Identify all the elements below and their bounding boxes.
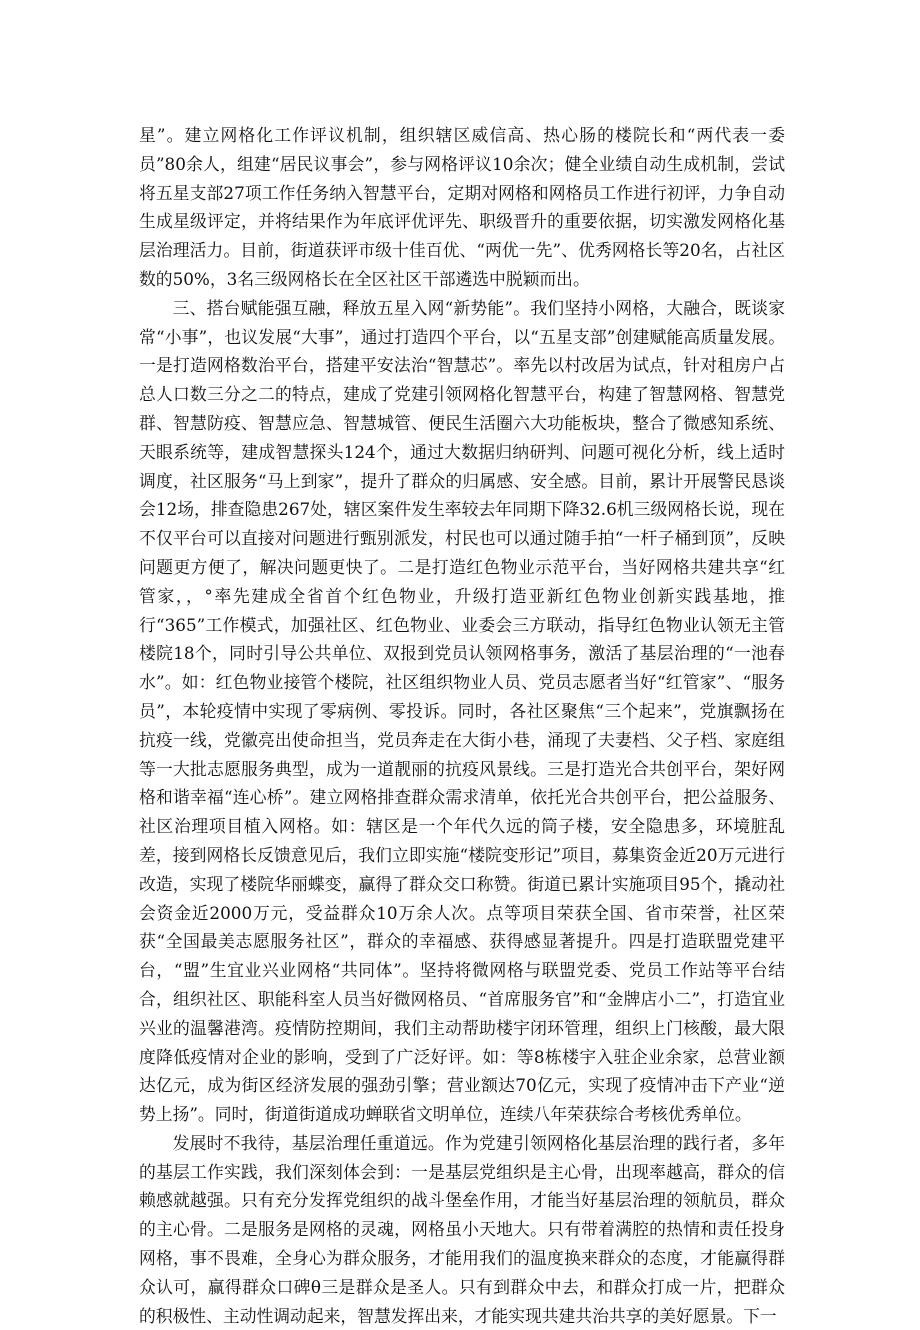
document-body xyxy=(139,121,785,1330)
paragraph-2: 三、搭台赋能强互融，释放五星入网“新势能”。我们坚持小网格，大融合，既谈家常“小事”，也议发展“大事”，通过打造四个平台，以“五星支部”创建赋能高质量发展。一是打造网格数治平台，搭建平安法治“智慧芯”。率先以村改居为试点，针对租房户占总人口数三分之二的特点，建成了党建引领网格化智慧平台，构建了智慧网格、智慧党群、智慧防疫、智慧应急、智慧城管、便民生活圈六大功能板块，整合了微感知系统、天眼系统等，建成智慧探头124个，通过大数据归纳研判、问题可视化分析，线上适时调度，社区服务“马上到家”，提升了群众的归属感、安全感。目前，累计开展警民恳谈会12场，排查隐患267处，辖区案件发生率较去年同期下降32.6机三级网格长说，现在不仅平台可以直接对问题进行甄别派发，村民也可以通过随手拍“一杆子桶到顶”，反映问题更方便了，解决问题更快了。二是打造红色物业示范平台，当好网格共建共享“红管家，，°率先建成全省首个红色物业，升级打造亚新红色物业创新实践基地，推行“365”工作模式，加强社区、红色物业、业委会三方联动，指导红色物业认领无主管楼院18个，同时引导公共单位、双报到党员认领网格事务，激活了基层治理的“一池春水”。如：红色物业接管个楼院，社区组织物业人员、党员志愿者当好“红管家”、“服务员”，本轮疫情中实现了零病例、零投诉。同时，各社区聚焦“三个起来”，党旗飘扬在抗疫一线，党徽亮出使命担当，党员奔走在大街小巷，涌现了夫妻档、父子档、家庭组等一大批志愿服务典型，成为一道靓丽的抗疫风景线。三是打造光合共创平台，架好网格和谐幸福“连心桥”。建立网格排查群众需求清单，依托光合共创平台，把公益服务、社区治理项目植入网格。如：辖区是一个年代久远的筒子楼，安全隐患多，环境脏乱差，接到网格长反馈意见后，我们立即实施“楼院变形记”项目，募集资金近20万元进行改造，实现了楼院华丽蝶变，赢得了群众交口称赞。街道已累计实施项目95个，撬动社会资金近2000万元，受益群众10万余人次。点等项目荣获全国、省市荣誉，社区荣获“全国最美志愿服务社区”，群众的幸福感、获得感显著提升。四是打造联盟党建平台，“盟”生宜业兴业网格“共同体”。坚持将微网格与联盟党委、党员工作站等平台结合，组织社区、职能科室人员当好微网格员、“首席服务官”和“金牌店小二”，打造宜业兴业的温馨港湾。疫情防控期间，我们主动帮助楼宇闭环管理，组织上门核酸，最大限度降低疫情对企业的影响，受到了广泛好评。如：等8栋楼宇入驻企业余家，总营业额达亿元，成为街区经济发展的强劲引擎；营业额达70亿元，实现了疫情冲击下产业“逆势上扬”。同时，街道街道成功蝉联省文明单位，连续八年荣获综合考核优秀单位。 xyxy=(139,297,785,1125)
paragraph-1: 星”。建立网格化工作评议机制，组织辖区威信高、热心肠的楼院长和“两代表一委员”80余人，组建“居民议事会”，参与网格评议10余次；健全业绩自动生成机制，尝试将五星支部27项工作任务纳入智慧平台，定期对网格和网格员工作进行初评，力争自动生成星级评定，并将结果作为年底评优评先、职级晋升的重要依据，切实激发网格化基层治理活力。目前，街道获评市级十佳百优、“两优一先”、优秀网格长等20名，占社区数的50%，3名三级网格长在全区社区干部遴选中脱颖而出。 xyxy=(139,125,785,289)
paragraph-3: 发展时不我待，基层治理任重道远。作为党建引领网格化基层治理的践行者，多年的基层工作实践，我们深刻体会到：一是基层党组织是主心骨，出现率越高，群众的信赖感就越强。只有充分发挥党组织的战斗堡垒作用，才能当好基层治理的领航员，群众的主心骨。二是服务是网格的灵魂，网格虽小天地大。只有带着满腔的热情和责任投身网格，事不畏难，全身心为群众服务，才能用我们的温度换来群众的态度，才能赢得群众认可，赢得群众口碑θ三是群众是圣人。只有到群众中去，和群众打成一片，把群众的积极性、主动性调动起来，智慧发挥出来，才能实现共建共治共享的美好愿景。下一 xyxy=(139,1132,785,1326)
